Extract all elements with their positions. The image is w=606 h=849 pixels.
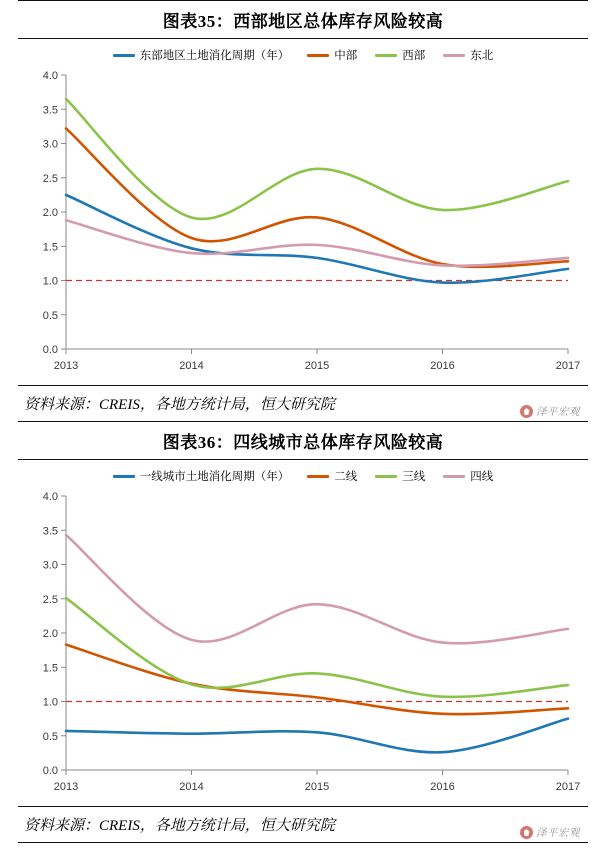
- legend-item-3: [443, 468, 493, 484]
- figure35-legend: [18, 39, 588, 65]
- figure35-source-text: 资料来源：CREIS，各地方统计局，恒大研究院: [24, 397, 335, 413]
- legend-label-1: 中部: [334, 50, 358, 62]
- watermark-logo-icon: [520, 405, 533, 418]
- watermark-35: [520, 404, 580, 419]
- svg-text:0.0: 0.0: [42, 765, 58, 777]
- figure35-title: 图表35：西部地区总体库存风险较高: [162, 12, 444, 31]
- legend-swatch-0: [113, 475, 135, 478]
- svg-text:2.5: 2.5: [42, 172, 58, 185]
- figure36-svg: [18, 486, 588, 806]
- legend-label-3: 四线: [470, 471, 494, 483]
- legend-item-2: [375, 468, 425, 484]
- legend-label-3: 东北: [470, 50, 494, 62]
- svg-text:2013: 2013: [53, 360, 79, 372]
- svg-text:2014: 2014: [179, 360, 204, 372]
- watermark-text: 泽平宏观: [536, 407, 580, 418]
- svg-text:0.5: 0.5: [42, 309, 58, 322]
- svg-text:2015: 2015: [304, 360, 330, 372]
- legend-label-0: 东部地区土地消化周期（年）: [139, 50, 290, 62]
- svg-text:1.5: 1.5: [42, 662, 58, 675]
- svg-text:3.5: 3.5: [42, 104, 58, 117]
- figure36-chart: [18, 460, 588, 806]
- svg-text:3.0: 3.0: [42, 138, 58, 151]
- legend-label-2: 西部: [402, 50, 426, 62]
- svg-text:2013: 2013: [53, 781, 79, 793]
- svg-text:2014: 2014: [179, 781, 204, 793]
- legend-swatch-0: [113, 54, 135, 57]
- legend-label-2: 三线: [402, 471, 426, 483]
- svg-text:2017: 2017: [555, 781, 581, 793]
- svg-text:2.5: 2.5: [42, 593, 58, 606]
- divider-bottom: [18, 842, 588, 843]
- svg-text:2.0: 2.0: [42, 628, 58, 640]
- svg-text:1.0: 1.0: [42, 275, 58, 288]
- legend-swatch-3: [443, 54, 465, 57]
- figure36-source-text: 资料来源：CREIS，各地方统计局，恒大研究院: [24, 818, 335, 834]
- svg-text:2016: 2016: [430, 360, 455, 372]
- legend-swatch-3: [443, 475, 465, 478]
- legend-swatch-2: [375, 54, 397, 57]
- svg-text:0.0: 0.0: [42, 344, 58, 356]
- svg-text:3.0: 3.0: [42, 559, 58, 572]
- watermark-36: [520, 825, 580, 840]
- svg-text:0.5: 0.5: [42, 730, 58, 743]
- legend-swatch-2: [375, 475, 397, 478]
- figure35-svg: [18, 65, 588, 385]
- svg-text:1.5: 1.5: [42, 241, 58, 254]
- legend-item-1: [307, 468, 357, 484]
- legend-label-1: 二线: [334, 471, 358, 483]
- legend-item-0: [113, 47, 290, 63]
- legend-item-1: [307, 47, 357, 63]
- legend-item-3: [443, 47, 493, 63]
- figure36-title: 图表36：四线城市总体库存风险较高: [162, 433, 444, 452]
- svg-text:3.5: 3.5: [42, 525, 58, 538]
- svg-text:2017: 2017: [555, 360, 581, 372]
- svg-text:2015: 2015: [304, 781, 330, 793]
- figure36-plot: [18, 486, 588, 806]
- watermark-logo-icon: [520, 826, 533, 839]
- svg-text:2016: 2016: [430, 781, 455, 793]
- figure36-legend: [18, 460, 588, 486]
- svg-text:4.0: 4.0: [42, 491, 58, 503]
- legend-item-0: [113, 468, 290, 484]
- legend-swatch-1: [307, 54, 329, 57]
- svg-text:2.0: 2.0: [42, 207, 58, 219]
- figure36-source-row: [18, 807, 588, 842]
- legend-label-0: 一线城市土地消化周期（年）: [139, 471, 290, 483]
- figure35-plot: [18, 65, 588, 385]
- svg-text:4.0: 4.0: [42, 70, 58, 82]
- watermark-text: 泽平宏观: [536, 828, 580, 839]
- figure35-source-row: [18, 386, 588, 421]
- legend-item-2: [375, 47, 425, 63]
- legend-swatch-1: [307, 475, 329, 478]
- figure35-chart: [18, 39, 588, 385]
- svg-text:1.0: 1.0: [42, 696, 58, 709]
